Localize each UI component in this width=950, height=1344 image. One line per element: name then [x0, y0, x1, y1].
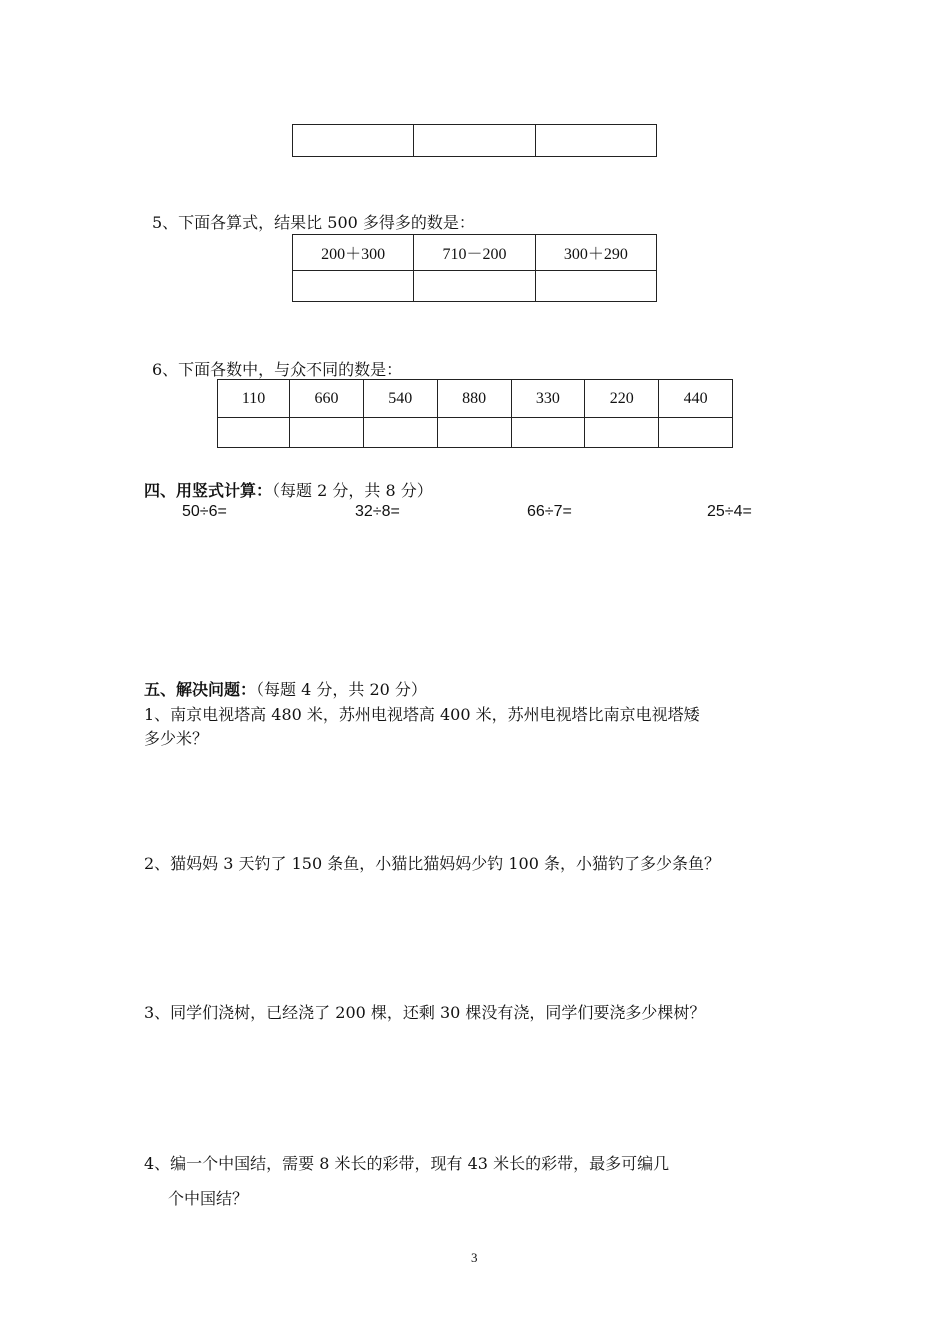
- top-answer-table: [292, 124, 657, 157]
- q6-prompt: 6、下面各数中，与众不同的数是：: [152, 360, 403, 379]
- q6-answer-cell[interactable]: [290, 418, 364, 448]
- q5-options-table: [292, 234, 657, 302]
- q6-options-table: [217, 379, 733, 448]
- section5-note: （每题 4 分，共 20 分）: [256, 680, 427, 699]
- q6-option: 220: [585, 380, 659, 418]
- q6-answer-cell[interactable]: [659, 418, 733, 448]
- q6-option: 660: [290, 380, 364, 418]
- section4-title: 四、用竖式计算：: [144, 481, 273, 500]
- top-answer-cell[interactable]: [414, 125, 535, 157]
- q6-option: 540: [363, 380, 437, 418]
- q5-prompt: 5、下面各算式，结果比 500 多得多的数是：: [152, 213, 475, 232]
- section5-title: 五、解决问题：: [144, 680, 257, 699]
- calc-item: 66÷7=: [527, 503, 572, 520]
- q6-answer-cell[interactable]: [363, 418, 437, 448]
- q5-answer-cell[interactable]: [535, 271, 656, 302]
- problem-1-line2: 多少米？: [144, 729, 209, 748]
- q6-answer-cell[interactable]: [437, 418, 511, 448]
- problem-1-line1: 1、南京电视塔高 480 米，苏州电视塔高 400 米，苏州电视塔比南京电视塔矮: [144, 705, 700, 724]
- q6-answer-cell[interactable]: [585, 418, 659, 448]
- q6-option: 110: [218, 380, 290, 418]
- top-answer-cell[interactable]: [535, 125, 656, 157]
- problem-4-line1: 4、编一个中国结，需要 8 米长的彩带，现有 43 米长的彩带，最多可编几: [144, 1154, 670, 1173]
- calc-item: 25÷4=: [707, 503, 752, 520]
- q6-option: 440: [659, 380, 733, 418]
- q6-option: 880: [437, 380, 511, 418]
- section5-heading: [144, 677, 427, 700]
- problem-3: 3、同学们浇树，已经浇了 200 棵，还剩 30 棵没有浇，同学们要浇多少棵树？: [144, 1003, 706, 1022]
- section4-heading: [144, 478, 433, 501]
- section4-note: （每题 2 分，共 8 分）: [272, 481, 433, 500]
- page-number: 3: [471, 1250, 478, 1265]
- q6-answer-cell[interactable]: [218, 418, 290, 448]
- calc-item: 50÷6=: [182, 503, 227, 520]
- q5-option: 300＋290: [535, 235, 656, 271]
- q5-option: 200＋300: [293, 235, 414, 271]
- problem-4-line2: 个中国结？: [168, 1189, 249, 1208]
- q5-answer-cell[interactable]: [293, 271, 414, 302]
- calc-item: 32÷8=: [355, 503, 400, 520]
- q5-answer-cell[interactable]: [414, 271, 535, 302]
- q6-answer-cell[interactable]: [511, 418, 585, 448]
- q5-option: 710－200: [414, 235, 535, 271]
- problem-2: 2、猫妈妈 3 天钓了 150 条鱼，小猫比猫妈妈少钓 100 条，小猫钓了多少条鱼？: [144, 854, 720, 873]
- q6-option: 330: [511, 380, 585, 418]
- top-answer-cell[interactable]: [293, 125, 414, 157]
